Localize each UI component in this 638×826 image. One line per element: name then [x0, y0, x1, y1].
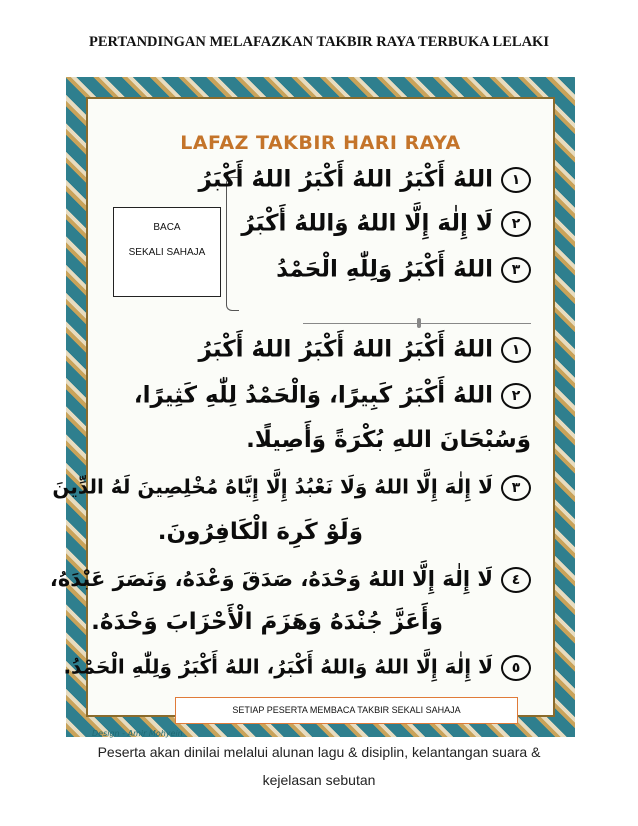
- arabic-text: اللهُ أَكْبَرُ اللهُ أَكْبَرُ اللهُ أَكْبَرُ: [198, 166, 493, 193]
- takbir-line: [91, 611, 443, 634]
- poster-frame: [49, 77, 575, 738]
- verse-number-badge: ١: [501, 167, 531, 193]
- takbir-line: [199, 337, 531, 363]
- arabic-text: لَا إِلٰهَ إِلَّا اللهُ وَحْدَهُ، صَدَقَ وَعْدَهُ، وَنَصَرَ عَبْدَهُ،: [49, 567, 493, 591]
- arabic-text: اللهُ أَكْبَرُ كَبِيرًا، وَالْحَمْدُ لِلّٰهِ كَثِيرًا،: [133, 382, 493, 409]
- read-once-note: [113, 207, 221, 297]
- verse-number-badge: ٢: [501, 383, 531, 409]
- note-line-2: SEKALI SAHAJA: [128, 247, 206, 258]
- takbir-line: [158, 521, 363, 544]
- design-credit: Design - Amir Mohyein: [92, 729, 183, 738]
- takbir-line: [246, 429, 531, 452]
- note-line-1: BACA: [153, 222, 181, 233]
- poster-title: LAFAZ TAKBIR HARI RAYA: [180, 132, 461, 154]
- arabic-text: اللهُ أَكْبَرُ اللهُ أَكْبَرُ اللهُ أَكْبَرُ: [198, 336, 493, 363]
- participant-note: SETIAP PESERTA MEMBACA TAKBIR SEKALI SAHAJA: [175, 697, 518, 724]
- arabic-text: وَسُبْحَانَ اللهِ بُكْرَةً وَأَصِيلًا.: [246, 427, 531, 453]
- judging-caption-line-1: Peserta akan dinilai melalui alunan lagu & disiplin, kelantangan suara &: [97, 744, 541, 760]
- arabic-text: وَلَوْ كَرِهَ الْكَافِرُونَ.: [157, 519, 363, 545]
- verse-number-badge: ٤: [501, 567, 531, 593]
- verse-number-badge: ١: [501, 337, 531, 363]
- takbir-line: [199, 167, 531, 193]
- arabic-text: اللهُ أَكْبَرُ وَلِلّٰهِ الْحَمْدُ: [276, 256, 493, 283]
- arabic-text: لَا إِلٰهَ إِلَّا اللهُ وَاللهُ أَكْبَرُ، اللهُ أَكْبَرُ وَلِلّٰهِ الْحَمْدُ.: [63, 654, 493, 679]
- takbir-line: [63, 655, 531, 681]
- arabic-text: لَا إِلٰهَ إِلَّا اللهُ وَاللهُ أَكْبَرُ: [241, 210, 493, 237]
- verse-number-badge: ٣: [501, 257, 531, 283]
- curly-bracket: [226, 177, 239, 311]
- document-heading: PERTANDINGAN MELAFAZKAN TAKBIR RAYA TERBUKA LELAKI: [89, 34, 549, 50]
- arabic-text: وَأَعَزَّ جُنْدَهُ وَهَزَمَ الْأَحْزَابَ وَحْدَهُ.: [91, 609, 443, 635]
- verse-number-badge: ٥: [501, 655, 531, 681]
- judging-caption-line-2: kejelasan sebutan: [262, 772, 376, 788]
- poster-panel: [49, 99, 553, 738]
- arabic-text: لَا إِلٰهَ إِلَّا اللهُ وَلَا نَعْبُدُ إِلَّا إِيَّاهُ مُخْلِصِينَ لَهُ الدِّينَ: [52, 474, 493, 499]
- verse-number-badge: ٢: [501, 211, 531, 237]
- takbir-line: [50, 567, 531, 593]
- takbir-line: [241, 211, 531, 237]
- verse-number-badge: ٣: [501, 475, 531, 501]
- section-divider: [303, 323, 531, 324]
- takbir-line: [52, 475, 531, 501]
- takbir-line: [276, 257, 531, 283]
- takbir-line: [134, 383, 531, 409]
